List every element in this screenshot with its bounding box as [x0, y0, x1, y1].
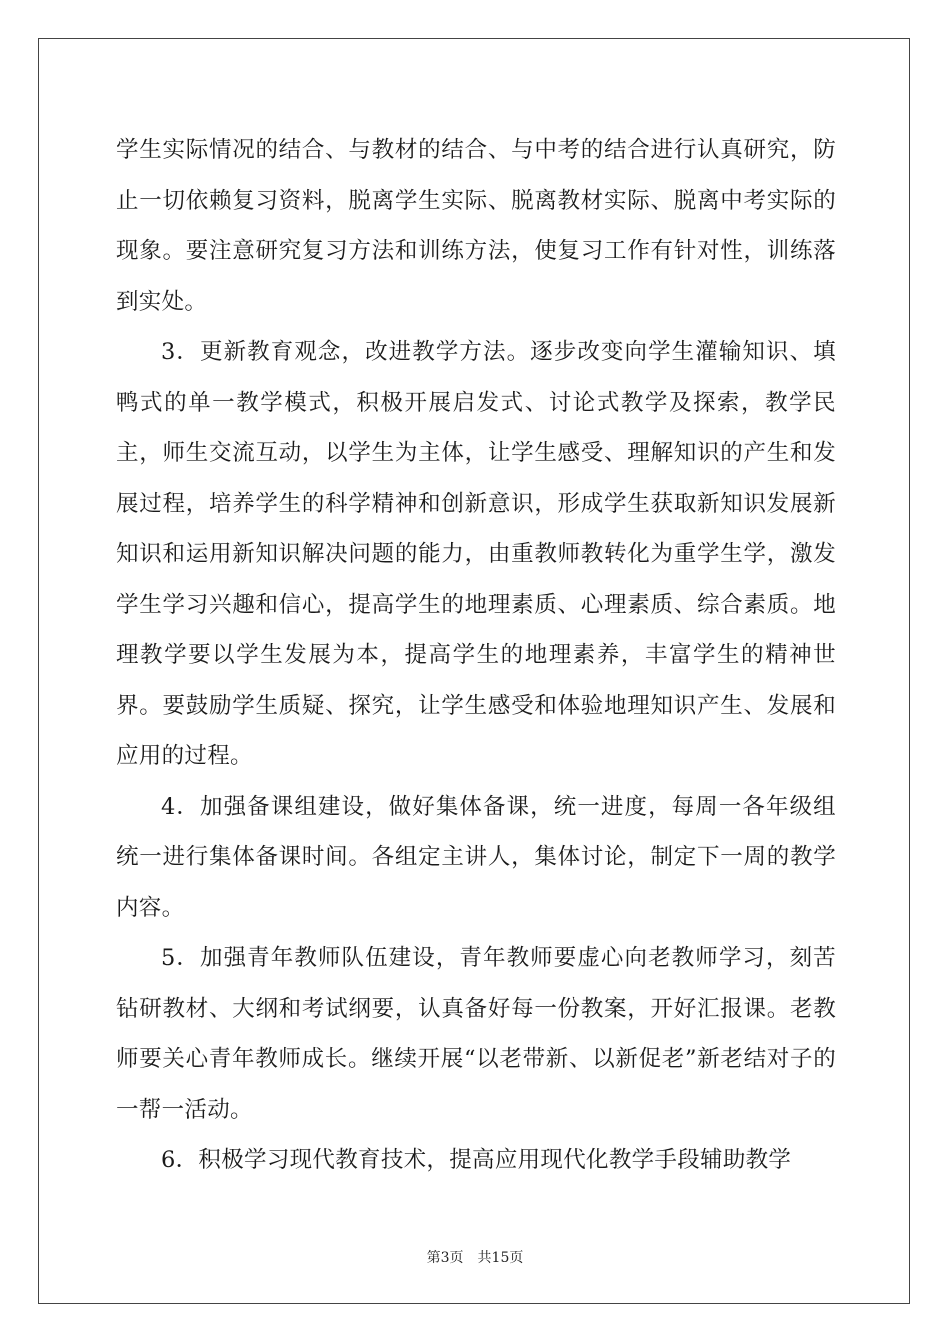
page-footer: [0, 1247, 950, 1267]
paragraph-3: 4．加强备课组建设，做好集体备课，统一进度，每周一各年级组统一进行集体备课时间。各组定主讲人，集体讨论，制定下一周的教学内容。: [116, 793, 836, 921]
document-body: [116, 125, 836, 1186]
page-number: 第3页: [426, 1250, 464, 1266]
paragraph-4: 5．加强青年教师队伍建设，青年教师要虚心向老教师学习，刻苦钻研教材、大纲和考试纲要，认真备好每一份教案，开好汇报课。老教师要关心青年教师成长。继续开展“以老带新、以新促老”新老结对子的一帮一活动。: [116, 945, 836, 1123]
paragraph-5: 6．积极学习现代教育技术，提高应用现代化教学手段辅助教学: [161, 1147, 792, 1173]
paragraph-2: 3．更新教育观念，改进教学方法。逐步改变向学生灌输知识、填鸭式的单一教学模式，积极开展启发式、讨论式教学及探索，教学民主，师生交流互动，以学生为主体，让学生感受、理解知识的产生和发展过程，培养学生的科学精神和创新意识，形成学生获取新知识发展新知识和运用新知识解决问题的能力，由重教师教转化为重学生学，激发学生学习兴趣和信心，提高学生的地理素质、心理素质、综合素质。地理教学要以学生发展为本，提高学生的地理素养，丰富学生的精神世界。要鼓励学生质疑、探究，让学生感受和体验地理知识产生、发展和应用的过程。: [116, 339, 836, 769]
page-total: 共15页: [477, 1250, 524, 1266]
paragraph-1: 学生实际情况的结合、与教材的结合、与中考的结合进行认真研究，防止一切依赖复习资料，脱离学生实际、脱离教材实际、脱离中考实际的现象。要注意研究复习方法和训练方法，使复习工作有针对性，训练落到实处。: [116, 137, 836, 315]
